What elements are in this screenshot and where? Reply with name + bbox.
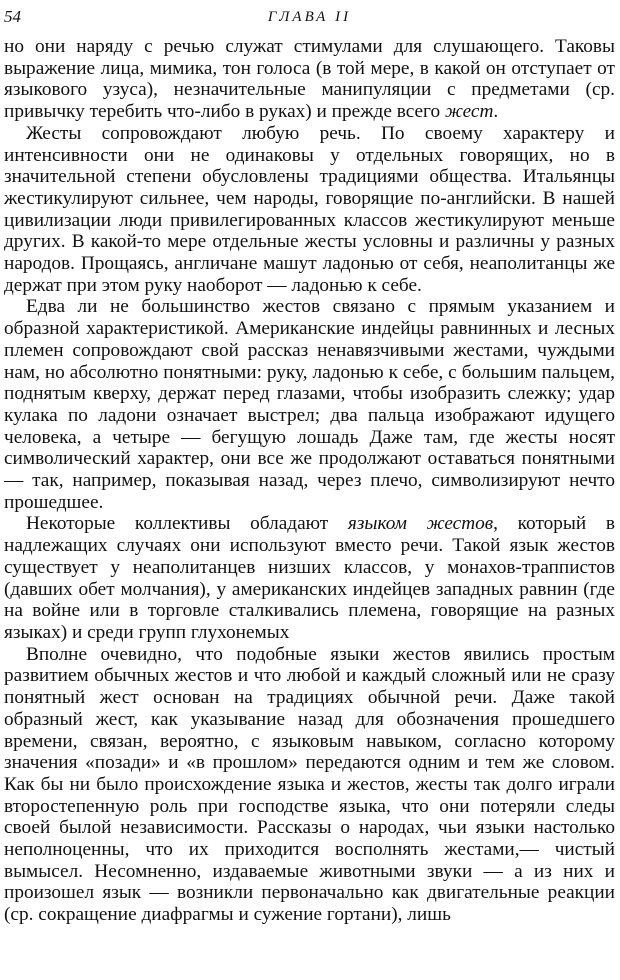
paragraph-1 [4, 36, 615, 123]
body-text [4, 36, 615, 926]
paragraph-5 [4, 644, 615, 926]
paragraph-4-tail: , который в надлежащих случаях они используют вместо речи. Такой язык жестов существует у неаполитанцев низших классов, у монахов-траппистов (давших обет молчания), у американских индейцев западных равнин (где на войне или в торговле сталкивались племена, говорящие на разных языках) и среди групп глухонемых [4, 513, 615, 643]
running-head: ГЛАВА II [267, 9, 352, 25]
paragraph-1-emphasis: жест [444, 101, 494, 123]
paragraph-5-text: Вполне очевидно, что подобные языки жестов явились простым развитием обычных жестов и что любой и каждый сложный или не сразу понятный жест основан на традициях обычной речи. Даже такой образный жест, как указывание назад для обозначения прошедшего времени, связан, вероятно, с языковым навыком, согласно которому значения «позади» и «в прошлом» передаются одним и тем же словом. Как бы ни было происхождение языка и жестов, жесты так долго играли второстепенную роль при господстве языка, что они потеряли следы своей былой независимости. Рассказы о народах, чьи языки настолько неполноценны, что их приходится восполнять жестами,— чистый вымысел. Несомненно, издаваемые животными звуки — а из них и произошел язык — возникли первоначально как двигательные реакции (ср. сокращение диафрагмы и сужение гортани), лишь [4, 643, 615, 926]
paragraph-1-text: но они наряду с речью служат стимулами для слушающего. Таковы выражение лица, мимика, тон голоса (в той мере, в какой он отступает от языкового узуса), незначительные манипуляции с предметами (ср. привычку теребить что-либо в руках) и прежде всего [4, 36, 615, 123]
paragraph-3 [4, 296, 615, 513]
page-number: 54 [4, 7, 21, 26]
page-header [4, 2, 615, 32]
paragraph-4-emphasis: языком жестов [347, 513, 494, 535]
paragraph-1-tail: . [493, 101, 499, 123]
paragraph-4 [4, 513, 615, 643]
paragraph-2 [4, 123, 615, 297]
paragraph-4-text: Некоторые коллективы обладают [26, 513, 348, 535]
paragraph-2-text: Жесты сопровождают любую речь. По своему характеру и интенсивности они не одинаковы у отдельных говорящих, но в значительной степени обусловлены традициями общества. Итальянцы жестикулируют сильнее, чем народы, говорящие по-английски. В нашей цивилизации люди привилегированных классов жестикулируют меньше других. В какой-то мере отдельные жесты условны и различны у разных народов. Прощаясь, англичане машут ладонью от себя, неаполитанцы же держат при этом руку наоборот — ладонью к себе. [4, 122, 615, 296]
paragraph-3-text: Едва ли не большинство жестов связано с прямым указанием и образной характеристикой. Американские индейцы равнинных и лесных племен сопровождают свой рассказ ненавязчивыми жестами, чуждыми нам, но абсолютно понятными: руку, ладонью к себе, с большим пальцем, поднятым кверху, держат перед глазами, чтобы изобразить слежку; удар кулака по ладони означает выстрел; два пальца изображают идущего человека, а четыре — бегущую лошадь Даже там, где жесты носят символический характер, они все же продолжают оставаться понятными — так, например, показывая назад, через плечо, символизируют нечто прошедшее. [4, 296, 615, 513]
